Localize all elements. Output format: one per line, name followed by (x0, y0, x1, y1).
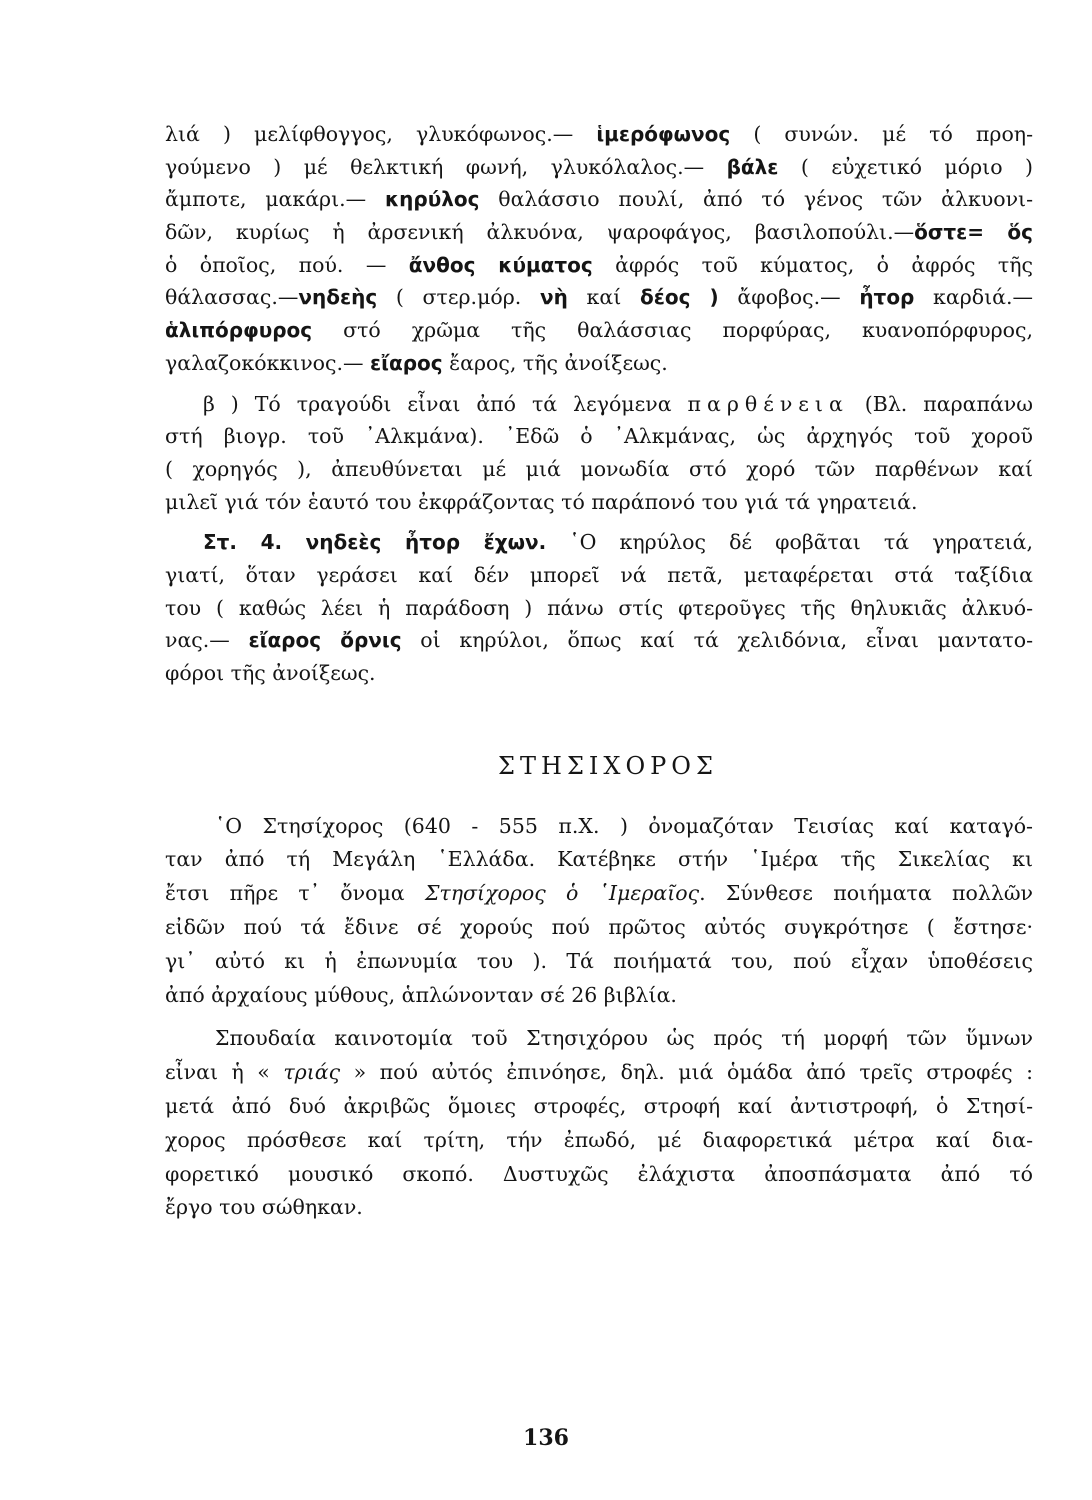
text-line: β ) Τό τραγούδι εἶναι ἀπό τά λεγόμενα παρθένεια (Βλ. παραπάνω (203, 391, 1033, 416)
page-number: 136 (523, 1425, 569, 1451)
term: βάλε (726, 154, 779, 179)
text-line: γούμενο ) μέ θελκτική φωνή, γλυκόλαλος.— βάλε ( εὐχετικό μόριο ) (165, 154, 1033, 179)
text-line: θάλασσας.—νηδεὴς ( στερ.μόρ. νὴ καί δέος ) ἄφοβος.— ἦτορ καρδιά.— (165, 285, 1033, 310)
spaced-term: παρθένεια (687, 391, 849, 416)
term: εἴαρος (370, 350, 443, 375)
term: δέος ) (639, 285, 719, 310)
text-line: ἁλιπόρφυρος στό χρῶμα τῆς θαλάσσιας πορφύρας, κυανοπόρφυρος, (165, 318, 1033, 343)
glossary-paragraph (165, 118, 1033, 380)
note-beta-paragraph (165, 388, 1033, 519)
text-line: γι᾿ αὐτό κι ἡ ἐπωνυμία του ). Τά ποιήματά του, πού εἶχαν ὑποθέσεις (165, 948, 1033, 973)
term: ἄνθος κύματος (408, 252, 593, 277)
triad-paragraph (165, 1022, 1033, 1225)
text-line: λιά ) μελίφθογγος, γλυκόφωνος.— ἱμερόφωνος ( συνών. μέ τό προη- (165, 122, 1033, 146)
text-line: Στ. 4. νηδεὲς ἦτορ ἔχων. ῾Ο κηρύλος δέ φοβᾶται τά γηρατειά, (203, 530, 1033, 555)
term: νηδεὴς (298, 285, 378, 310)
term: κηρύλος (384, 187, 480, 212)
text-line: ἔτσι πῆρε τ᾿ ὄνομα Στησίχορος ὁ ῾Ιμεραῖος. Σύνθεσε ποιήματα πολλῶν (165, 881, 1033, 906)
term: ἱμερόφωνος (596, 122, 731, 146)
text-line: στή βιογρ. τοῦ ᾿Αλκμάνα). ᾿Εδῶ ὁ ᾿Αλκμάνας, ὡς ἀρχηγός τοῦ χοροῦ (165, 424, 1033, 449)
term: ἁλιπόρφυρος (165, 318, 313, 343)
text-line: εἶναι ἡ « τριάς » πού αὐτός ἐπινόησε, δηλ. μιά ὁμάδα ἀπό τρεῖς στροφές : (165, 1060, 1033, 1085)
text-line: γαλαζοκόκκινος.— εἴαρος ἔαρος, τῆς ἀνοίξεως. (165, 350, 668, 375)
text-line: ἀπό ἀρχαίους μύθους, ἁπλώνονταν σέ 26 βιβλία. (165, 982, 677, 1007)
text-line: ταν ἀπό τή Μεγάλη ῾Ελλάδα. Κατέβηκε στήν ῾Ιμέρα τῆς Σικελίας κι (165, 847, 1033, 872)
term: εἴαρος ὄρνις (248, 628, 402, 653)
term: ὅστε= ὅς (914, 220, 1033, 245)
term: ἦτορ (859, 285, 915, 310)
term: νὴ (540, 285, 568, 310)
text-line: μετά ἀπό δυό ἀκριβῶς ὅμοιες στροφές, στροφή καί ἀντιστροφή, ὁ Στησί- (165, 1094, 1033, 1119)
text-line: μιλεῖ γιά τόν ἑαυτό του ἐκφράζοντας τό παράπονό του γιά τά γηρατειά. (165, 489, 918, 514)
section-title: ΣΤΗΣΙΧΟΡΟΣ (498, 751, 718, 780)
term: Στ. 4. νηδεὲς ἦτορ ἔχων. (203, 530, 547, 555)
text-line: γιατί, ὅταν γεράσει καί δέν μπορεῖ νά πετᾶ, μεταφέρεται στά ταξίδια (165, 562, 1033, 587)
text-line: φορετικό μουσικό σκοπό. Δυστυχῶς ἐλάχιστα ἀποσπάσματα ἀπό τό (165, 1161, 1033, 1186)
text-line: ἄμποτε, μακάρι.— κηρύλος θαλάσσιο πουλί, ἀπό τό γένος τῶν ἀλκυονι- (165, 187, 1033, 212)
text-line: χορος πρόσθεσε καί τρίτη, τήν ἐπωδό, μέ διαφορετικά μέτρα καί δια- (165, 1127, 1033, 1152)
text-line: Σπουδαία καινοτομία τοῦ Στησιχόρου ὡς πρός τή μορφή τῶν ὕμνων (215, 1026, 1033, 1051)
page-body (165, 118, 1033, 1225)
text-line: εἰδῶν πού τά ἔδινε σέ χορούς πού πρῶτος αὐτός συγκρότησε ( ἔστησε· (165, 915, 1033, 940)
note-verse4-paragraph (165, 526, 1033, 689)
text-line: ὁ ὁποῖος, πού. — ἄνθος κύματος ἀφρός τοῦ κύματος, ὁ ἀφρός τῆς (165, 252, 1033, 277)
intro-paragraph (165, 810, 1033, 1013)
text-line: ῾Ο Στησίχορος (640 - 555 π.Χ. ) ὀνομαζόταν Τεισίας καί καταγό- (215, 813, 1033, 838)
text-line: δῶν, κυρίως ἡ ἀρσενική ἀλκυόνα, ψαροφάγος, βασιλοπούλι.—ὅστε= ὅς (165, 220, 1033, 245)
text-line: φόροι τῆς ἀνοίξεως. (165, 661, 376, 685)
text-line: ( χορηγός ), ἀπευθύνεται μέ μιά μονωδία στό χορό τῶν παρθένων καί (165, 456, 1033, 481)
text-line: του ( καθώς λέει ἡ παράδοση ) πάνω στίς φτεροῦγες τῆς θηλυκιᾶς ἀλκυό- (165, 595, 1033, 620)
text-line: ἔργο του σώθηκαν. (165, 1195, 363, 1220)
text-line: νας.— εἴαρος ὄρνις οἱ κηρύλοι, ὅπως καί τά χελιδόνια, εἶναι μαντατο- (165, 628, 1033, 653)
italic-term: τριάς (283, 1060, 341, 1085)
italic-name: Στησίχορος ὁ ῾Ιμεραῖος (424, 881, 700, 906)
